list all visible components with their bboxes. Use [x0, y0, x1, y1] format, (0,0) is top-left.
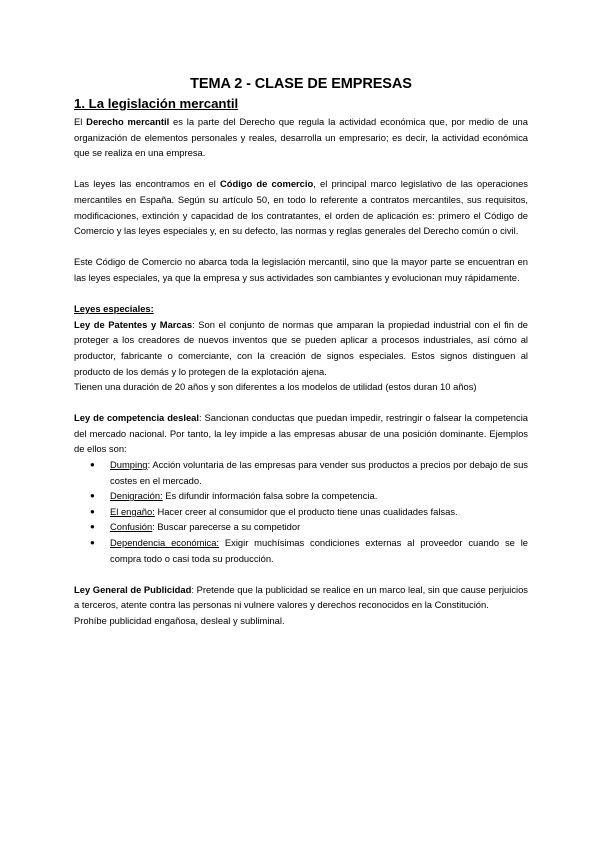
text-run: : Sancionan conductas que puedan impedir, restringir o falsear la competencia del mercado nacional. Por tanto, la ley impide a las empresas abusar de una posición dominante. Ejemplos de ellos son: [74, 412, 528, 455]
bullet-list [74, 457, 528, 566]
list-item [110, 519, 528, 535]
text-run: Las leyes las encontramos en el [74, 178, 220, 190]
paragraph-gap [74, 161, 528, 177]
text-run: : Son el conjunto de normas que amparan la propiedad industrial con el fin de proteger a los creadores de nuevos inventos que se pueden aplicar a procesos industriales, así cómo al productor, fabricante o comerciante, con la creación de signos especiales. Estos signos distinguen al producto de los demás y lo protegen de la explotación ajena. [74, 318, 528, 377]
list-text: Hacer creer al consumidor que el producto tiene unas cualidades falsas. [154, 505, 458, 517]
list-text: : Buscar parecerse a su competidor [152, 521, 301, 533]
bold-term: Ley de Patentes y Marcas [74, 318, 193, 330]
paragraph-gap [74, 286, 528, 302]
subheading: Leyes especiales: [74, 303, 154, 315]
text-run: es la parte del Derecho que regula la actividad económica que, por medio de una organización de elementos personales y reales, desarrolla un empresario; es decir, la actividad económica que se realiza en una empresa. [74, 116, 528, 159]
paragraph-derecho-mercantil [74, 114, 528, 161]
paragraph-gap [74, 395, 528, 411]
paragraph-prohibe: Prohíbe publicidad engañosa, desleal y subliminal. [74, 615, 285, 626]
paragraph-patentes-duracion: Tienen una duración de 20 años y son diferentes a los modelos de utilidad (estos duran 10 años) [74, 381, 477, 393]
document-content [74, 74, 528, 629]
list-item [110, 535, 528, 566]
text-run: , el principal marco legislativo de las operaciones mercantiles en España. Según su artículo 50, en todo lo referente a contratos mercantiles, sus requisitos, modificaciones, extinción y capacidad de los contratantes, el orden de aplicación es: primero el Código de Comercio y las leyes especiales y, en su defecto, las normas y reglas generales del Derecho común o civil. [74, 178, 528, 237]
leyes-especiales-heading [74, 301, 528, 317]
list-text: Exigir muchísimas condiciones externas al proveedor cuando se le compra todo o casi toda su producción. [110, 537, 528, 564]
bold-term: Código de comercio [219, 178, 314, 190]
bold-term: Derecho mercantil [86, 116, 170, 127]
list-term: Denigración: [110, 490, 163, 502]
list-item [110, 504, 528, 520]
list-term: Dependencia económica: [110, 537, 220, 549]
bold-term: Ley General de Publicidad [74, 583, 192, 595]
paragraph-competencia [74, 410, 528, 457]
list-term: Dumping [110, 459, 148, 471]
paragraph-gap [74, 566, 528, 582]
list-term: Confusión [110, 521, 153, 533]
paragraph-gap [74, 239, 528, 255]
text-run: : Pretende que la publicidad se realice en un marco leal, sin que cause perjuicios a terceros, atente contra las personas ni vulnere valores y derechos reconocidos en la Constitución. [74, 583, 528, 611]
list-term: El engaño: [110, 505, 155, 517]
list-text: Es difundir información falsa sobre la competencia. [162, 490, 378, 502]
list-text: : Acción voluntaria de las empresas para vender sus productos a precios por debajo de sus costes en el mercado. [110, 459, 528, 486]
paragraph-codigo-abarca: Este Código de Comercio no abarca toda la legislación mercantil, sino que la mayor parte se encuentran en las leyes especiales, ya que la empresa y sus actividades son cambiantes y evolucionan muy rápidamente. [74, 256, 528, 283]
paragraph-publicidad [74, 582, 528, 613]
paragraph-patentes [74, 317, 528, 379]
list-item [110, 488, 528, 504]
section-heading-legislacion: 1. La legislación mercantil [74, 96, 239, 111]
page-title: TEMA 2 - CLASE DE EMPRESAS [190, 76, 412, 92]
list-item [110, 457, 528, 488]
paragraph-codigo-comercio [74, 176, 528, 238]
bold-term: Ley de competencia desleal [74, 412, 199, 424]
text-run: El [74, 116, 87, 127]
